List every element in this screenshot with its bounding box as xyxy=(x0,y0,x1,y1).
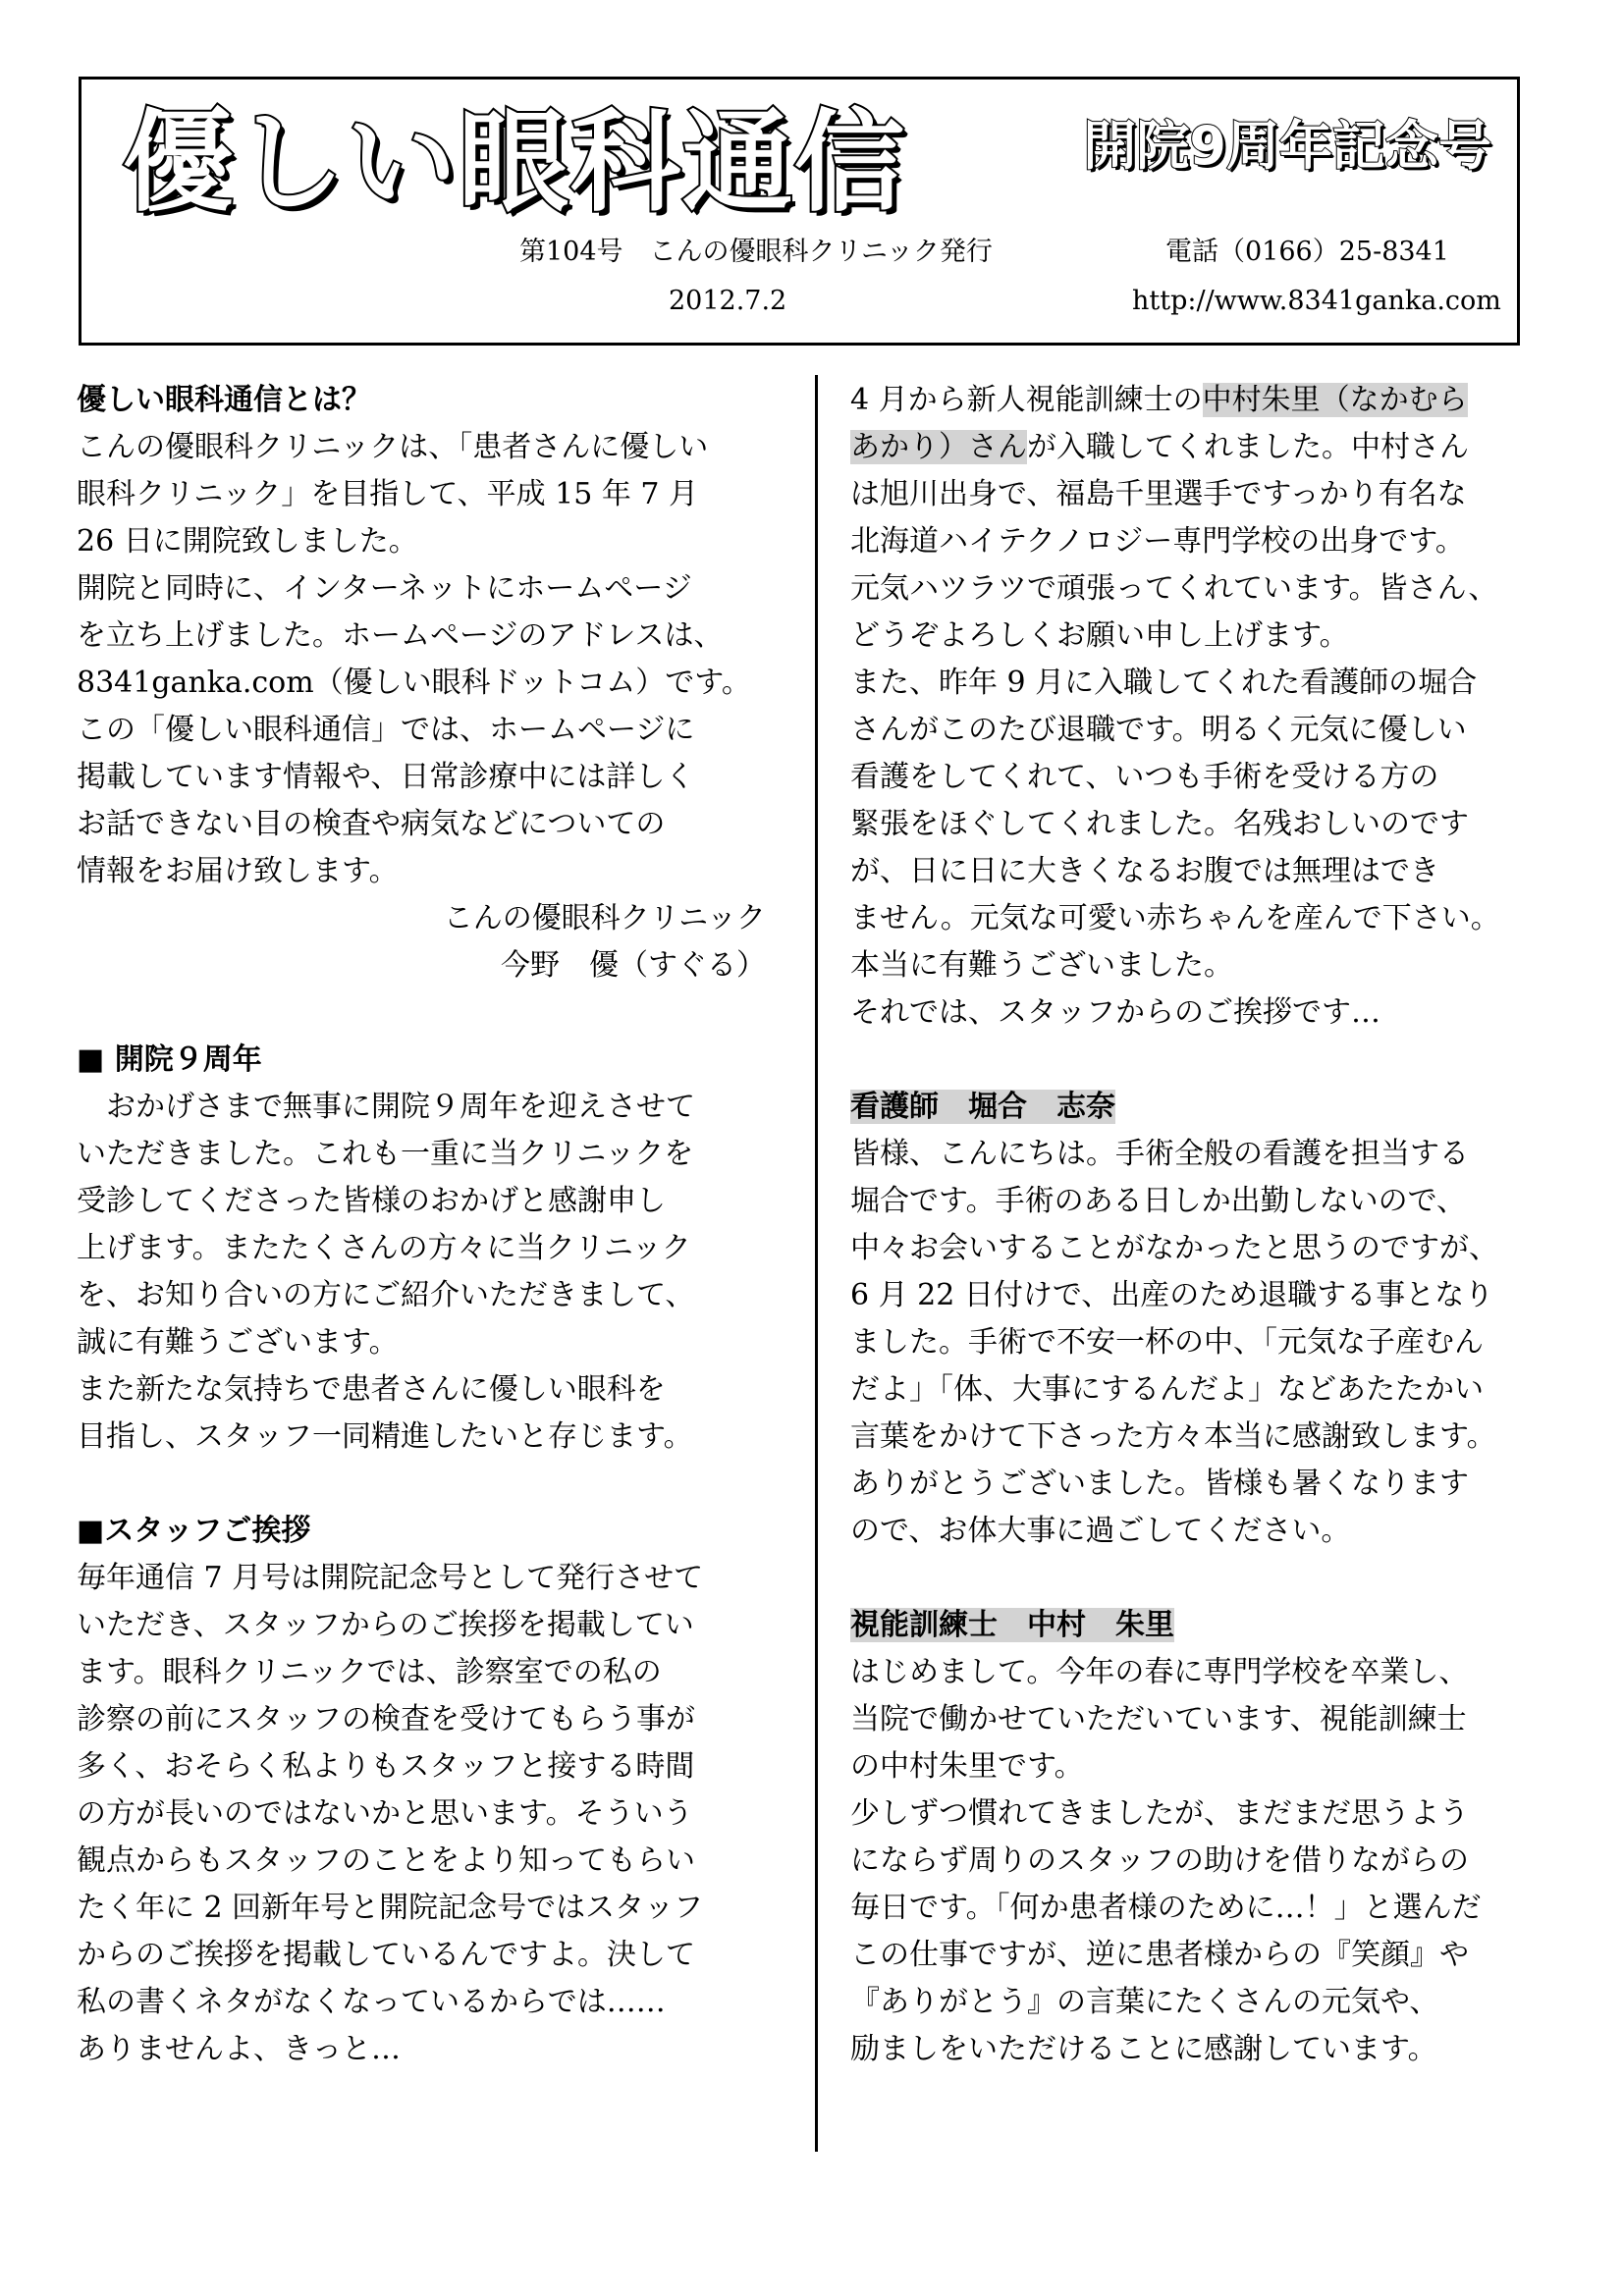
text-line: 開院と同時に、インターネットにホームページ xyxy=(77,571,692,606)
text-line: 北海道ハイテクノロジー専門学校の出身です。 xyxy=(850,524,1465,559)
intro-heading: 優しい眼科通信とは？ xyxy=(77,383,371,417)
text-line: 受診してくださった皆様のおかげと感謝申し xyxy=(77,1184,666,1218)
text-line: の中村朱里です。 xyxy=(850,1749,1084,1784)
text-line: 多く、おそらく私よりもスタッフと接する時間 xyxy=(77,1749,695,1784)
text-line: は旭川出身で、福島千里選手ですっかり有名な xyxy=(850,477,1467,511)
text-line: ません。元気な可愛い赤ちゃんを産んで下さい。 xyxy=(850,901,1500,935)
text-line: こんの優眼科クリニックは、「患者さんに優しい xyxy=(77,430,709,464)
anniversary-body xyxy=(77,1084,784,1461)
orthoptist-name-label: 視能訓練士 中村 朱里 xyxy=(850,1608,1174,1642)
text-line: 看護をしてくれて、いつも手術を受ける方の xyxy=(850,760,1439,794)
highlighted-name: 中村朱里（なかむら xyxy=(1202,383,1468,417)
text-line: ありがとうございました。皆様も暑くなります xyxy=(850,1467,1469,1501)
text-line: この仕事ですが、逆に患者様からの『笑顔』や xyxy=(850,1938,1469,1972)
phone-number: 電話（0166）25-8341 xyxy=(1165,237,1449,267)
text-line: 皆様、こんにちは。手術全般の看護を担当する xyxy=(850,1137,1469,1171)
text-line: 当院で働かせていただいています、視能訓練士 xyxy=(850,1702,1467,1736)
news-line-1 xyxy=(850,377,1567,424)
text-line: 眼科クリニック」を目指して、平成 15 年 7 月 xyxy=(77,477,699,511)
text-line: からのご挨拶を掲載しているんですよ。決して xyxy=(77,1938,695,1972)
text-line: 堀合です。手術のある日しか出勤しないので、 xyxy=(850,1184,1466,1218)
issue-info: 第104号 こんの優眼科クリニック発行 xyxy=(519,237,993,267)
text-line: ました。手術で不安一杯の中、「元気な子産むん xyxy=(850,1325,1484,1360)
text-line: 毎年通信 7 月号は開院記念号として発行させて xyxy=(77,1561,704,1595)
news-line-2 xyxy=(850,424,1567,471)
text-line: 言葉をかけて下さった方々本当に感謝致します。 xyxy=(850,1419,1496,1454)
commemorative-issue-label: 開院9周年記念号 xyxy=(1083,115,1491,177)
text-line: が、日に日に大きくなるお腹では無理はでき xyxy=(850,854,1439,888)
text-line: ので、お体大事に過ごしてください。 xyxy=(850,1514,1351,1548)
text-line: 本当に有難うございました。 xyxy=(850,948,1233,983)
right-column xyxy=(850,377,1567,2073)
text-line: 8341ganka.com（優しい眼科ドットコム）です。 xyxy=(77,666,751,700)
text-line: 少しずつ慣れてきましたが、まだまだ思うよう xyxy=(850,1796,1469,1831)
text-line: にならず周りのスタッフの助けを借りながらの xyxy=(850,1843,1469,1878)
nurse-message-body xyxy=(850,1131,1567,1555)
text-line: この「優しい眼科通信」では、ホームページに xyxy=(77,713,695,747)
column-divider xyxy=(815,375,818,2152)
text-line: 私の書くネタがなくなっているからでは…… xyxy=(77,1985,666,2019)
text-line: 励ましをいただけることに感謝しています。 xyxy=(850,2032,1437,2066)
text-line: どうぞよろしくお願い申し上げます。 xyxy=(850,618,1349,653)
text-line: ありませんよ、きっと… xyxy=(77,2032,401,2066)
staff-greeting-heading: ■スタッフご挨拶 xyxy=(77,1514,311,1548)
text-line: を、お知り合いの方にご紹介いただきまして、 xyxy=(77,1278,695,1312)
text-line: いただきました。これも一重に当クリニックを xyxy=(77,1137,694,1171)
signature-clinic: こんの優眼科クリニック xyxy=(443,901,766,935)
issue-date: 2012.7.2 xyxy=(669,286,787,316)
left-column xyxy=(77,377,784,2073)
text-line: さんがこのたび退職です。明るく元気に優しい xyxy=(850,713,1467,747)
text-line: だよ」「体、大事にするんだよ」などあたたかい xyxy=(850,1372,1484,1407)
text-line: を立ち上げました。ホームページのアドレスは、 xyxy=(77,618,724,653)
text-line: 掲載しています情報や、日常診療中には詳しく xyxy=(77,760,695,794)
text-line: また、昨年 9 月に入職してくれた看護師の堀合 xyxy=(850,666,1478,700)
text-span: 4 月から新人視能訓練士の xyxy=(850,383,1203,417)
intro-body xyxy=(77,424,784,895)
text-line: はじめまして。今年の春に専門学校を卒業し、 xyxy=(850,1655,1469,1689)
website-url[interactable]: http://www.8341ganka.com xyxy=(1132,286,1501,316)
text-span: が入職してくれました。中村さん xyxy=(1027,430,1469,464)
masthead xyxy=(79,77,1520,346)
text-line: ます。眼科クリニックでは、診察室での私の xyxy=(77,1655,662,1689)
text-line: また新たな気持ちで患者さんに優しい眼科を xyxy=(77,1372,666,1407)
anniversary-heading: ■ 開院９周年 xyxy=(77,1042,262,1077)
text-line: 観点からもスタッフのことをより知ってもらい xyxy=(77,1843,695,1878)
text-line: それでは、スタッフからのご挨拶です… xyxy=(850,995,1380,1030)
text-line: 26 日に開院致しました。 xyxy=(77,524,418,559)
text-line: たく年に 2 回新年号と開院記念号ではスタッフ xyxy=(77,1891,704,1925)
text-line: 診察の前にスタッフの検査を受けてもらう事が xyxy=(77,1702,695,1736)
orthoptist-message-body xyxy=(850,1649,1567,2073)
text-line: おかげさまで無事に開院９周年を迎えさせて xyxy=(77,1090,695,1124)
text-line: 情報をお届け致します。 xyxy=(77,854,399,888)
highlighted-name: あかり）さん xyxy=(850,430,1027,464)
text-line: 毎日です。「何か患者様のために…！」と選んだ xyxy=(850,1891,1482,1925)
nurse-heading xyxy=(850,1084,1567,1131)
text-line: の方が長いのではないかと思います。そういう xyxy=(77,1796,693,1831)
text-line: 中々お会いすることがなかったと思うのですが、 xyxy=(850,1231,1498,1265)
text-line: 上げます。またたくさんの方々に当クリニック xyxy=(77,1231,691,1265)
nurse-name-label: 看護師 堀合 志奈 xyxy=(850,1090,1115,1124)
text-line: いただき、スタッフからのご挨拶を掲載してい xyxy=(77,1608,694,1642)
text-line: 誠に有難うございます。 xyxy=(77,1325,399,1360)
text-line: 『ありがとう』の言葉にたくさんの元気や、 xyxy=(850,1985,1439,2019)
signature-name: 今野 優（すぐる） xyxy=(501,948,766,983)
staff-news-body xyxy=(850,471,1567,1037)
staff-greeting-body xyxy=(77,1555,784,2073)
text-line: 目指し、スタッフ一同精進したいと存じます。 xyxy=(77,1419,693,1454)
text-line: 6 月 22 日付けで、出産のため退職する事となり xyxy=(850,1278,1494,1312)
text-line: 緊張をほぐしてくれました。名残おしいのです xyxy=(850,807,1469,841)
text-line: 元気ハツラツで頑張ってくれています。皆さん、 xyxy=(850,571,1498,606)
newsletter-title: 優しい眼科通信 xyxy=(123,99,906,227)
orthoptist-heading xyxy=(850,1602,1567,1649)
text-line: お話できない目の検査や病気などについての xyxy=(77,807,666,841)
